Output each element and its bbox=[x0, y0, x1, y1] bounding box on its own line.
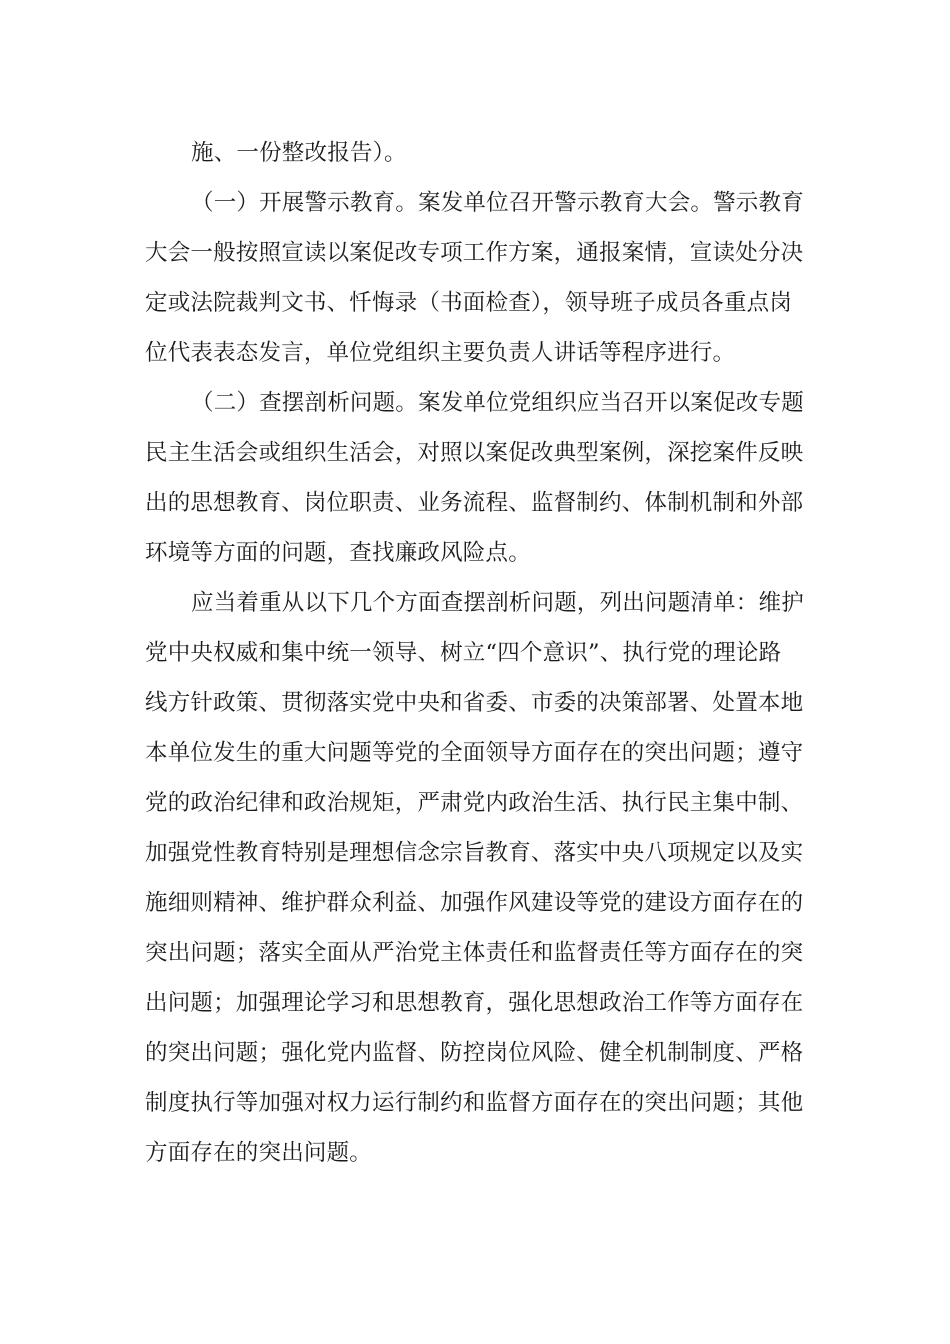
text-line: 出的思想教育、岗位职责、业务流程、监督制约、体制机制和外部 bbox=[145, 490, 804, 516]
text-line: 本单位发生的重大问题等党的全面领导方面存在的突出问题；遵守 bbox=[145, 740, 804, 766]
text-line: 党中央权威和集中统一领导、树立“四个意识”、执行党的理论路 bbox=[145, 640, 782, 666]
text-line: 出问题；加强理论学习和思想教育，强化思想政治工作等方面存在 bbox=[145, 990, 804, 1016]
text-line: 大会一般按照宣读以案促改专项工作方案，通报案情，宣读处分决 bbox=[145, 240, 804, 266]
text-line: 的突出问题；强化党内监督、防控岗位风险、健全机制制度、严格 bbox=[145, 1040, 804, 1066]
text-line: 应当着重从以下几个方面查摆剖析问题，列出问题清单：维护 bbox=[191, 590, 804, 616]
text-line: 制度执行等加强对权力运行制约和监督方面存在的突出问题；其他 bbox=[145, 1090, 804, 1116]
text-line: 施细则精神、维护群众利益、加强作风建设等党的建设方面存在的 bbox=[145, 890, 804, 916]
text-line: 线方针政策、贯彻落实党中央和省委、市委的决策部署、处置本地 bbox=[145, 690, 804, 716]
text-line: 党的政治纪律和政治规矩，严肃党内政治生活、执行民主集中制、 bbox=[145, 790, 804, 816]
text-line: 加强党性教育特别是理想信念宗旨教育、落实中央八项规定以及实 bbox=[145, 840, 804, 866]
text-line: 定或法院裁判文书、忏悔录（书面检查），领导班子成员各重点岗 bbox=[145, 290, 793, 316]
text-line: 施、一份整改报告）。 bbox=[191, 140, 407, 166]
text-line: 方面存在的突出问题。 bbox=[145, 1140, 373, 1166]
text-line: （一）开展警示教育。案发单位召开警示教育大会。警示教育 bbox=[191, 190, 804, 216]
text-line: （二）查摆剖析问题。案发单位党组织应当召开以案促改专题 bbox=[191, 390, 804, 416]
text-line: 民主生活会或组织生活会，对照以案促改典型案例，深挖案件反映 bbox=[145, 440, 804, 466]
text-line: 位代表表态发言，单位党组织主要负责人讲话等程序进行。 bbox=[145, 340, 736, 366]
text-line: 环境等方面的问题，查找廉政风险点。 bbox=[145, 540, 531, 566]
text-line: 突出问题；落实全面从严治党主体责任和监督责任等方面存在的突 bbox=[145, 940, 804, 966]
